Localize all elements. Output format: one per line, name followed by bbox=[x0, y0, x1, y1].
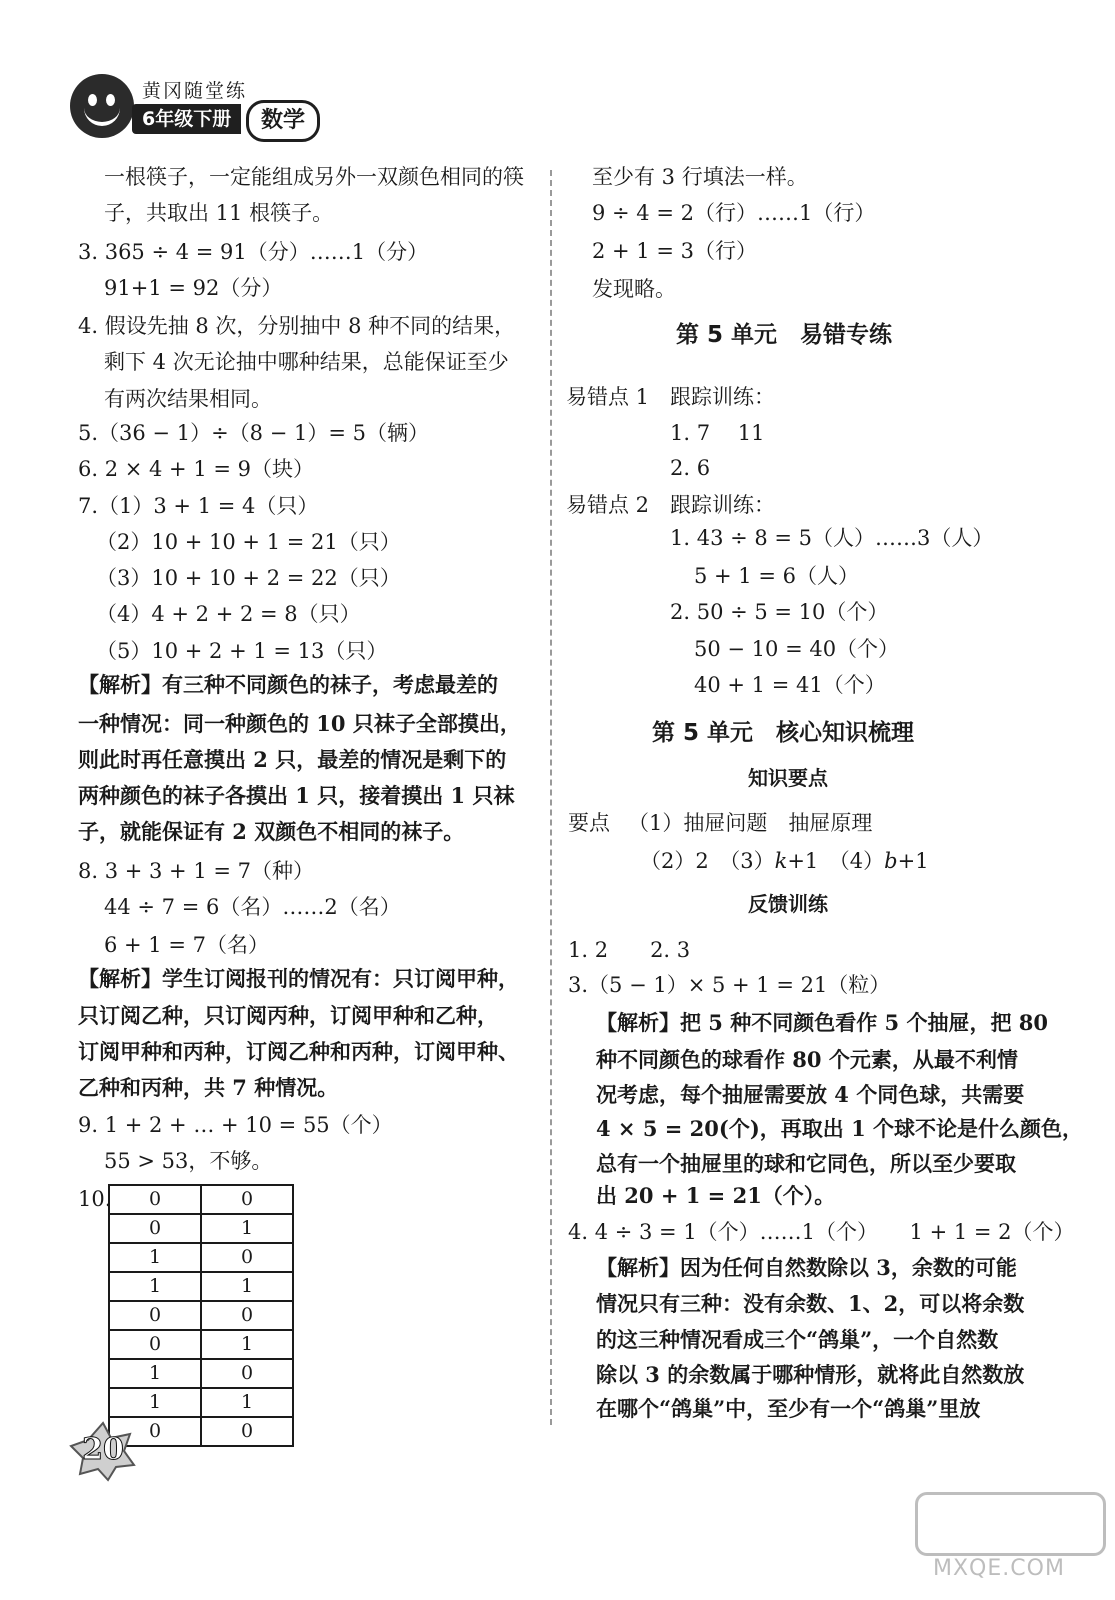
table-row bbox=[109, 1272, 293, 1301]
answer-line: 40 + 1 = 41（个） bbox=[694, 673, 886, 697]
smiley-logo-icon bbox=[70, 74, 134, 138]
training-label: 跟踪训练： bbox=[670, 385, 775, 409]
analysis-line: 一种情况：同一种颜色的 10 只袜子全部摸出， bbox=[78, 711, 521, 736]
column-divider bbox=[550, 170, 552, 1425]
analysis-line: 则此时再任意摸出 2 只，最差的情况是剩下的 bbox=[78, 747, 507, 772]
section-heading: 第 5 单元 核心知识梳理 bbox=[652, 720, 915, 746]
analysis-line: 除以 3 的余数属于哪种情形，就将此自然数放 bbox=[596, 1362, 1025, 1387]
answer-line: 6. 2 × 4 + 1 = 9（块） bbox=[78, 457, 314, 481]
table-cell: 1 bbox=[201, 1214, 293, 1243]
answer-line: 4. 4 ÷ 3 = 1（个）……1（个） 1 + 1 = 2（个） bbox=[568, 1220, 1075, 1244]
answer-line: 9 ÷ 4 = 2（行）……1（行） bbox=[592, 201, 876, 225]
analysis-line: 况考虑，每个抽屉需要放 4 个同色球，共需要 bbox=[596, 1082, 1025, 1107]
table-cell: 1 bbox=[109, 1388, 201, 1417]
answer-line: 50 − 10 = 40（个） bbox=[694, 637, 900, 661]
analysis-line: 【解析】学生订阅报刊的情况有：只订阅甲种， bbox=[78, 966, 519, 991]
table-cell: 0 bbox=[109, 1417, 201, 1446]
error-point-label: 易错点 2 bbox=[566, 493, 650, 517]
analysis-line: 总有一个抽屉里的球和它同色，所以至少要取 bbox=[596, 1151, 1016, 1176]
table-cell: 0 bbox=[109, 1330, 201, 1359]
analysis-line: 情况只有三种：没有余数、1、2，可以将余数 bbox=[596, 1291, 1025, 1316]
subsection-heading: 知识要点 bbox=[748, 766, 828, 790]
analysis-line: 【解析】因为任何自然数除以 3，余数的可能 bbox=[596, 1255, 1017, 1280]
table-cell: 1 bbox=[109, 1243, 201, 1272]
analysis-line: 在哪个“鸽巢”中，至少有一个“鸽巢”里放 bbox=[596, 1396, 981, 1421]
answer-line: 剩下 4 次无论抽中哪种结果，总能保证至少 bbox=[104, 350, 509, 374]
series-title: 黄冈随堂练 bbox=[142, 80, 248, 102]
table-cell: 1 bbox=[201, 1272, 293, 1301]
table-cell: 1 bbox=[109, 1272, 201, 1301]
answer-line: 4. 假设先抽 8 次，分别抽中 8 种不同的结果， bbox=[78, 314, 516, 338]
analysis-line: 两种颜色的袜子各摸出 1 只，接着摸出 1 只袜 bbox=[78, 783, 515, 808]
answer-line: （5）10 + 2 + 1 = 13（只） bbox=[96, 639, 388, 663]
answer-line: 3.（5 − 1）× 5 + 1 = 21（粒） bbox=[568, 973, 891, 997]
key-point-line: （1）抽屉问题 抽屉原理 bbox=[628, 811, 873, 835]
answer-line: （3）10 + 10 + 2 = 22（只） bbox=[96, 566, 401, 590]
table-cell: 1 bbox=[201, 1388, 293, 1417]
answer-line: 7.（1）3 + 1 = 4（只） bbox=[78, 494, 319, 518]
subject-label: 数学 bbox=[246, 100, 320, 142]
analysis-line: 【解析】把 5 种不同颜色看作 5 个抽屉，把 80 bbox=[596, 1010, 1049, 1035]
table-cell: 0 bbox=[201, 1417, 293, 1446]
table-cell: 0 bbox=[109, 1185, 201, 1214]
answer-line: 1. 7 11 bbox=[670, 421, 765, 445]
answer-line: 55 > 53，不够。 bbox=[104, 1149, 273, 1173]
table-cell: 1 bbox=[201, 1330, 293, 1359]
answer-line: 1. 2 2. 3 bbox=[568, 938, 691, 962]
analysis-line: 【解析】有三种不同颜色的袜子，考虑最差的 bbox=[78, 672, 498, 697]
watermark bbox=[915, 1492, 1105, 1592]
answer-table bbox=[108, 1184, 294, 1447]
analysis-line: 只订阅乙种，只订阅丙种，订阅甲种和乙种， bbox=[78, 1003, 498, 1028]
answer-line: 5 + 1 = 6（人） bbox=[694, 564, 859, 588]
answer-line: 2. 6 bbox=[670, 456, 711, 480]
table-row bbox=[109, 1388, 293, 1417]
table-cell: 0 bbox=[109, 1301, 201, 1330]
analysis-line: 订阅甲种和丙种，订阅乙种和丙种，订阅甲种、 bbox=[78, 1039, 519, 1064]
answer-line: 8. 3 + 3 + 1 = 7（种） bbox=[78, 859, 314, 883]
table-cell: 0 bbox=[201, 1243, 293, 1272]
watermark-text: MXQE.COM bbox=[933, 1556, 1065, 1581]
table-cell: 0 bbox=[201, 1301, 293, 1330]
question-number: 10. bbox=[78, 1187, 112, 1211]
analysis-line: 出 20 + 1 = 21（个）。 bbox=[596, 1183, 836, 1208]
table-row bbox=[109, 1214, 293, 1243]
answer-line: 91+1 = 92（分） bbox=[104, 276, 283, 300]
grade-label: 6年级下册 bbox=[132, 104, 241, 134]
table-row bbox=[109, 1330, 293, 1359]
table-cell: 1 bbox=[109, 1359, 201, 1388]
watermark-logo-icon bbox=[915, 1492, 1106, 1556]
answer-line: （2）10 + 10 + 1 = 21（只） bbox=[96, 530, 401, 554]
answer-line: 6 + 1 = 7（名） bbox=[104, 933, 269, 957]
error-point-label: 易错点 1 bbox=[566, 385, 650, 409]
analysis-line: 乙种和丙种，共 7 种情况。 bbox=[78, 1075, 339, 1100]
subsection-heading: 反馈训练 bbox=[748, 892, 828, 916]
answer-line: 一根筷子，一定能组成另外一双颜色相同的筷 bbox=[104, 165, 524, 189]
analysis-line: 4 × 5 = 20(个)，再取出 1 个球不论是什么颜色， bbox=[596, 1116, 1083, 1141]
analysis-line: 子，就能保证有 2 双颜色不相同的袜子。 bbox=[78, 819, 465, 844]
analysis-line: 的这三种情况看成三个“鸽巢”，一个自然数 bbox=[596, 1327, 999, 1352]
answer-line: 子，共取出 11 根筷子。 bbox=[104, 201, 334, 225]
table-row bbox=[109, 1301, 293, 1330]
table-cell: 0 bbox=[109, 1214, 201, 1243]
answer-line: （4）4 + 2 + 2 = 8（只） bbox=[96, 602, 361, 626]
key-point-label: 要点 bbox=[568, 811, 610, 835]
answer-line: 至少有 3 行填法一样。 bbox=[592, 165, 808, 189]
table-row bbox=[109, 1243, 293, 1272]
table-row bbox=[109, 1185, 293, 1214]
answer-line: 2 + 1 = 3（行） bbox=[592, 239, 757, 263]
book-header bbox=[70, 72, 350, 154]
answer-line: 有两次结果相同。 bbox=[104, 387, 272, 411]
table-cell: 0 bbox=[201, 1359, 293, 1388]
answer-line: 5.（36 − 1）÷（8 − 1）= 5（辆） bbox=[78, 421, 429, 445]
section-heading: 第 5 单元 易错专练 bbox=[676, 322, 893, 348]
page-number: 20 bbox=[82, 1432, 124, 1467]
table-row bbox=[109, 1359, 293, 1388]
analysis-line: 种不同颜色的球看作 80 个元素，从最不利情 bbox=[596, 1047, 1018, 1072]
table-cell: 0 bbox=[201, 1185, 293, 1214]
training-label: 跟踪训练： bbox=[670, 493, 775, 517]
answer-line: 44 ÷ 7 = 6（名）……2（名） bbox=[104, 895, 401, 919]
answer-line: 发现略。 bbox=[592, 277, 676, 301]
key-point-line: （2）2 （3）k+1 （4）b+1 bbox=[640, 849, 929, 873]
answer-line: 2. 50 ÷ 5 = 10（个） bbox=[670, 600, 889, 624]
answer-line: 9. 1 + 2 + … + 10 = 55（个） bbox=[78, 1113, 393, 1137]
page-number-badge bbox=[68, 1420, 138, 1482]
answer-line: 3. 365 ÷ 4 = 91（分）……1（分） bbox=[78, 240, 429, 264]
answer-line: 1. 43 ÷ 8 = 5（人）……3（人） bbox=[670, 526, 994, 550]
